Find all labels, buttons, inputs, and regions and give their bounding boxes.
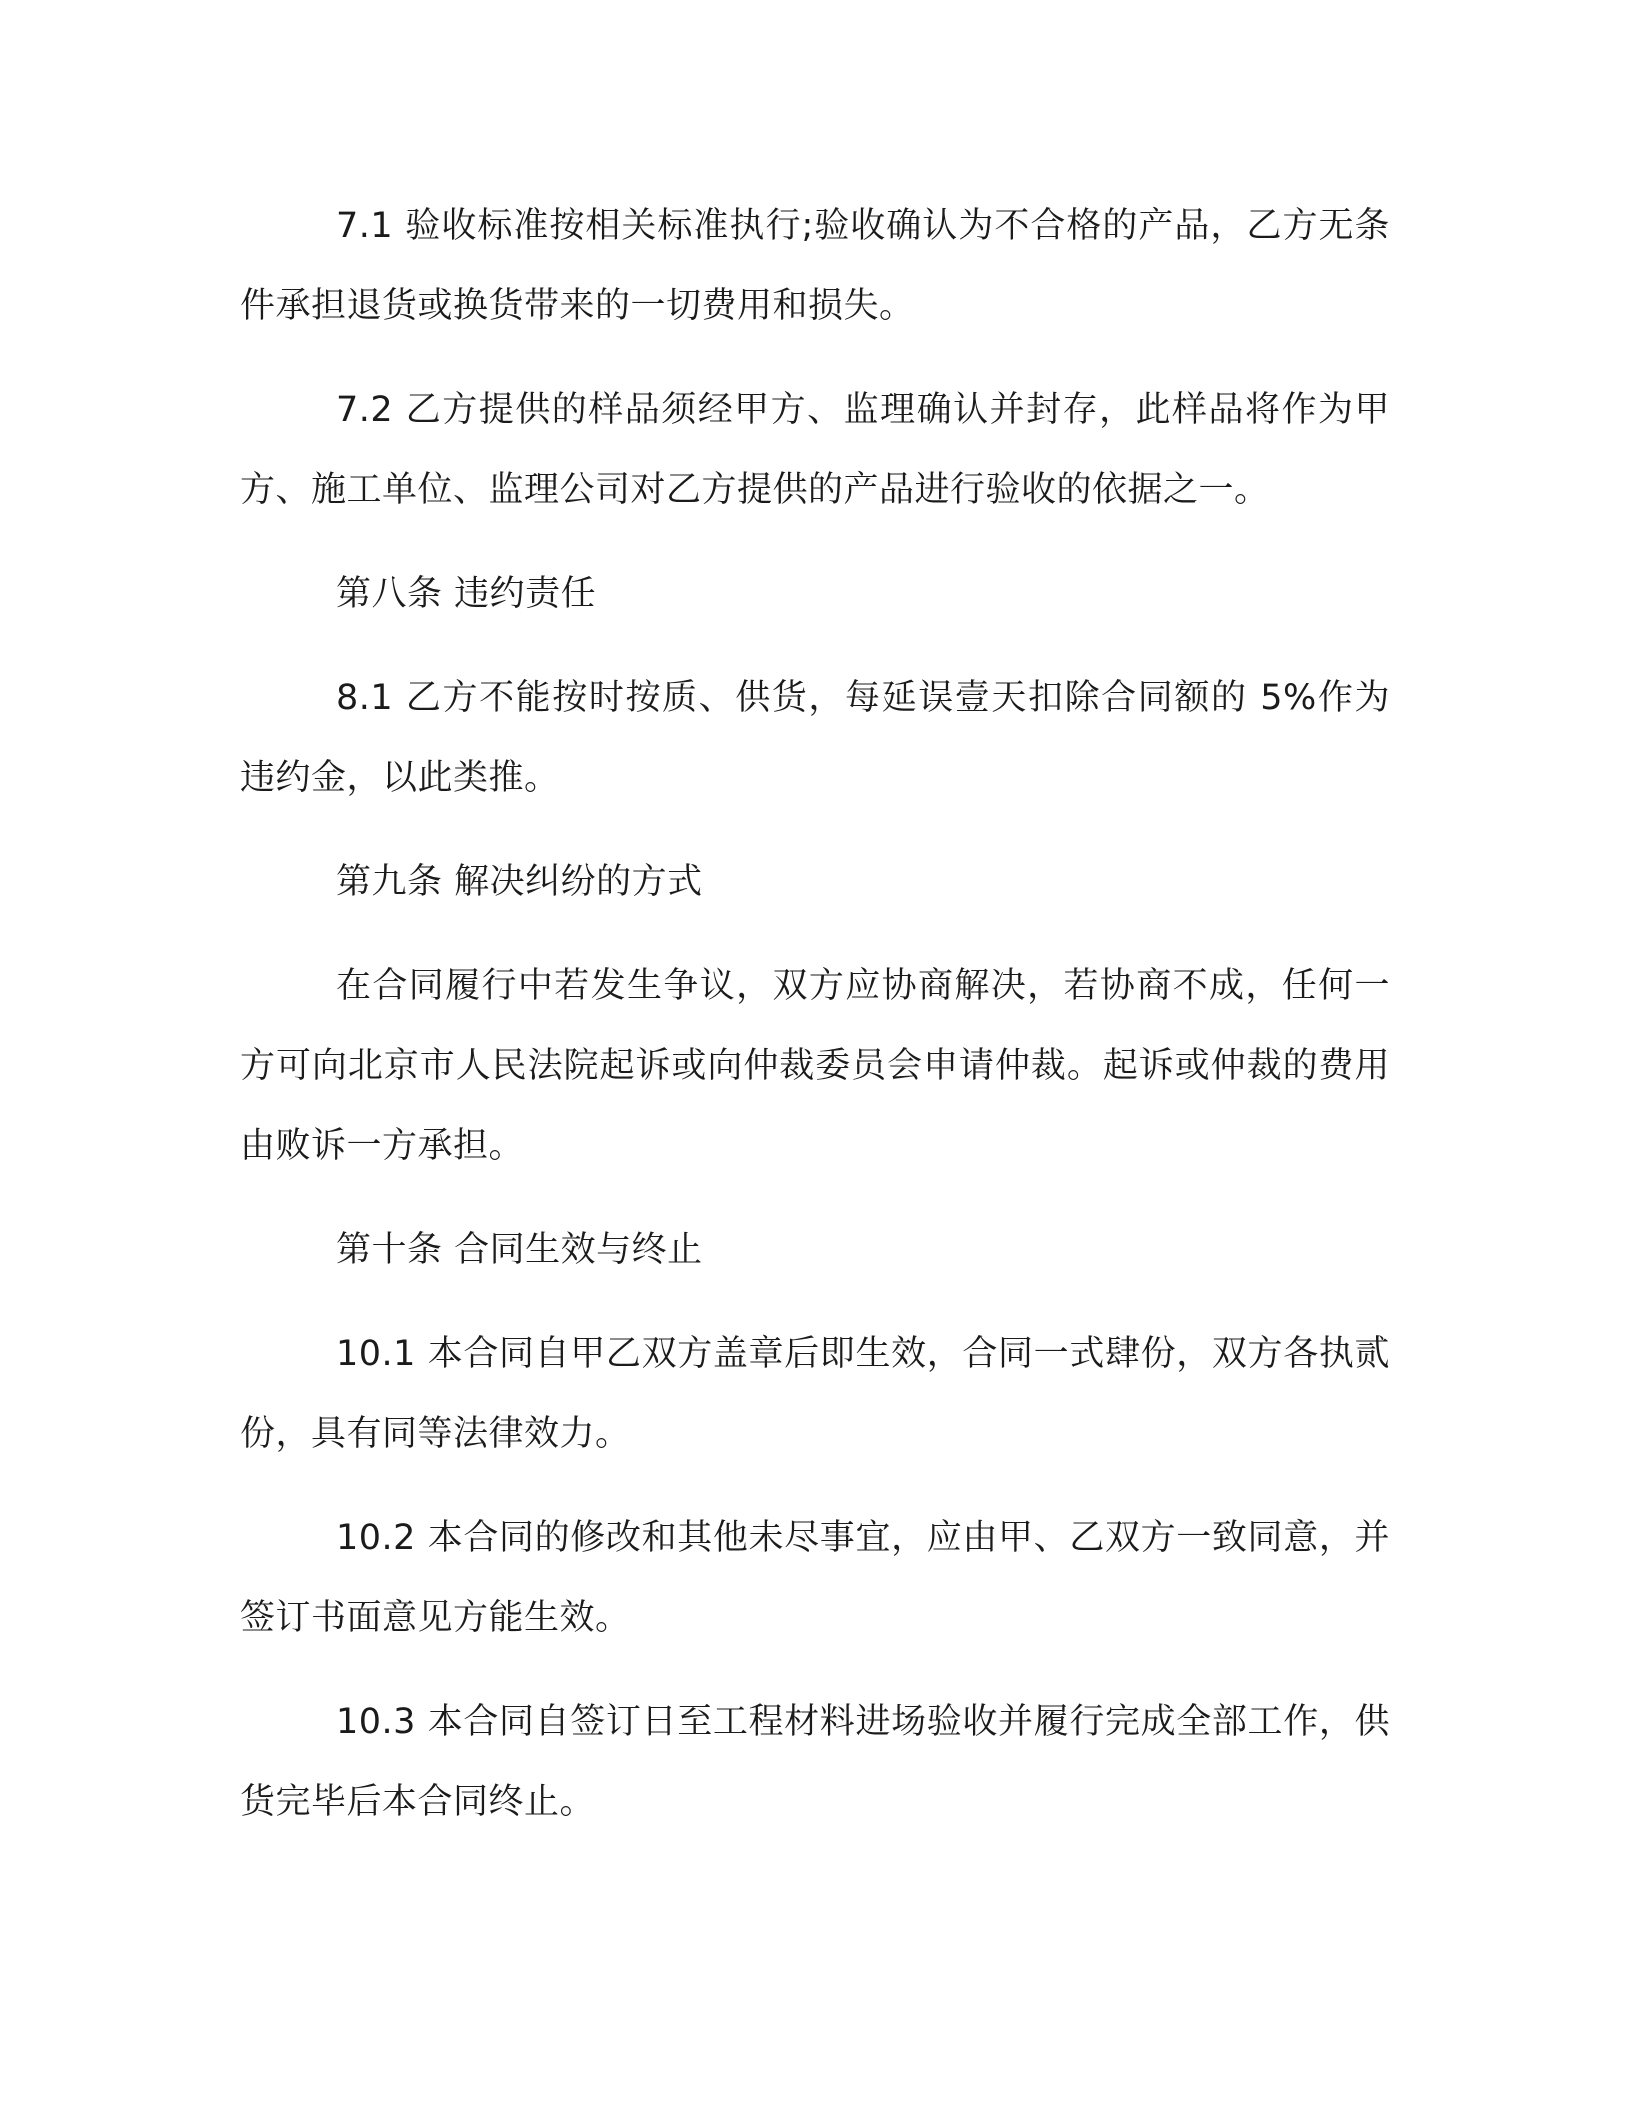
article-10-heading: 第十条 合同生效与终止 bbox=[336, 1230, 703, 1270]
clause-10-2: 10.2 本合同的修改和其他未尽事宜，应由甲、乙双方一致同意，并签订书面意见方能生效。 bbox=[240, 1518, 1390, 1638]
clause-8-1: 8.1 乙方不能按时按质、供货，每延误壹天扣除合同额的 5%作为违约金，以此类推。 bbox=[240, 678, 1390, 798]
clause-7-2: 7.2 乙方提供的样品须经甲方、监理确认并封存，此样品将作为甲方、施工单位、监理公司对乙方提供的产品进行验收的依据之一。 bbox=[240, 390, 1390, 510]
document-body bbox=[240, 186, 1390, 1866]
clause-10-3: 10.3 本合同自签订日至工程材料进场验收并履行完成全部工作，供货完毕后本合同终止。 bbox=[240, 1702, 1390, 1822]
clause-7-1: 7.1 验收标准按相关标准执行;验收确认为不合格的产品，乙方无条件承担退货或换货带来的一切费用和损失。 bbox=[240, 206, 1390, 326]
clause-10-1: 10.1 本合同自甲乙双方盖章后即生效，合同一式肆份，双方各执贰份，具有同等法律效力。 bbox=[240, 1334, 1390, 1454]
article-8-heading: 第八条 违约责任 bbox=[336, 574, 597, 614]
article-9-heading: 第九条 解决纠纷的方式 bbox=[336, 862, 703, 902]
article-9-body: 在合同履行中若发生争议，双方应协商解决，若协商不成，任何一方可向北京市人民法院起诉或向仲裁委员会申请仲裁。起诉或仲裁的费用由败诉一方承担。 bbox=[240, 966, 1390, 1166]
